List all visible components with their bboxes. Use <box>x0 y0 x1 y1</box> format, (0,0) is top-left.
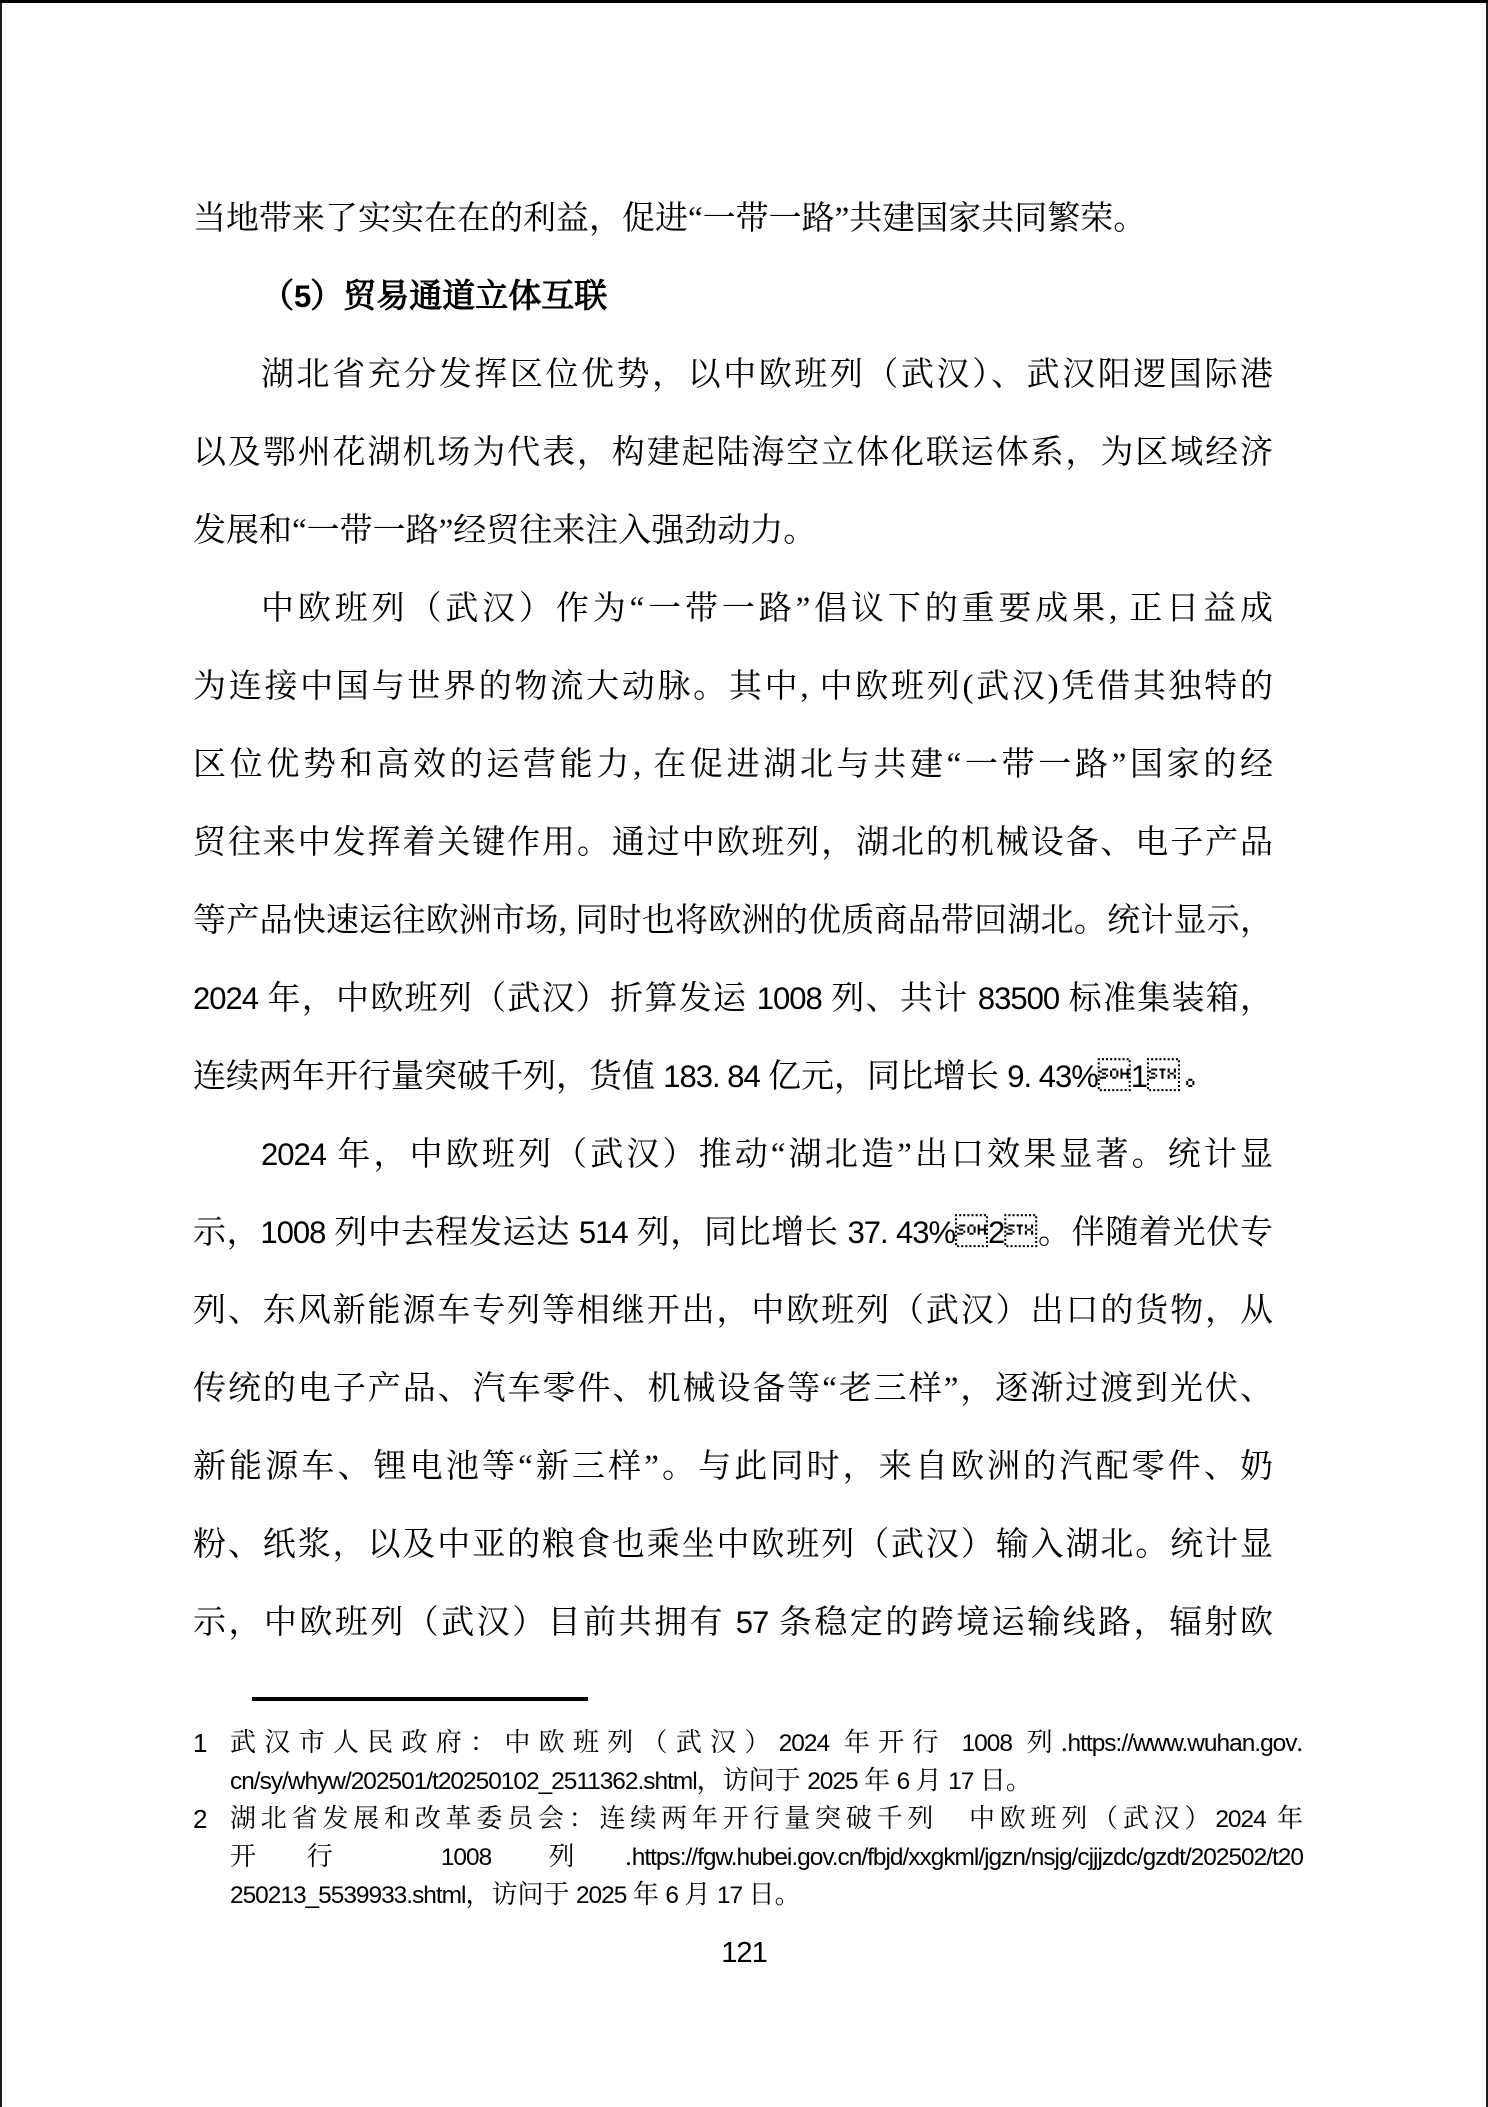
text-line: 中欧班列（武汉）作为“一带一路”倡议下的重要成果, 正日益成 <box>261 591 1273 627</box>
text-line: 传统的电子产品、汽车零件、机械设备等“老三样”，逐渐过渡到光伏、 <box>193 1371 1273 1407</box>
page-number-text: 121 <box>721 1937 767 1969</box>
page-number <box>0 1934 1488 1971</box>
footnote-line: 武汉市人民政府：中欧班列（武汉）2024 年开行 1008 列.https://www.wuhan.gov. <box>230 1728 1303 1757</box>
footnote-line: 湖北省发展和改革委员会：连续两年开行量突破千列 中欧班列（武汉）2024 年 <box>230 1804 1303 1833</box>
paragraph <box>193 570 1273 1116</box>
text-line: 2024 年，中欧班列（武汉）推动“湖北造”出口效果显著。统计显 <box>261 1137 1273 1173</box>
text-line: 列、东风新能源车专列等相继开出，中欧班列（武汉）出口的货物，从 <box>193 1293 1273 1329</box>
text-line: 区位优势和高效的运营能力, 在促进湖北与共建“一带一路”国家的经 <box>193 747 1273 783</box>
text-line: 为连接中国与世界的物流大动脉。其中, 中欧班列(武汉)凭借其独特的 <box>193 669 1273 705</box>
body-text-block <box>193 180 1273 1662</box>
text-line: 2024 年，中欧班列（武汉）折算发运 1008 列、共计 83500 标准集装箱， <box>193 981 1273 1017</box>
text-line: 粉、纸浆，以及中亚的粮食也乘坐中欧班列（武汉）输入湖北。统计显 <box>193 1527 1273 1563</box>
footnote-line: 250213_5539933.shtml，访问于 2025 年 6 月 17 日。 <box>230 1880 801 1909</box>
text-line: 发展和“一带一路”经贸往来注入强劲动力。 <box>193 513 817 549</box>
footnote-number: 1 <box>193 1728 207 1758</box>
text-line: （5）贸易通道立体互联 <box>261 279 608 315</box>
text-line: 当地带来了实实在在的利益，促进“一带一路”共建国家共同繁荣。 <box>193 201 1147 237</box>
text-line: 贸往来中发挥着关键作用。通过中欧班列，湖北的机械设备、电子产品 <box>193 825 1273 861</box>
paragraph <box>193 336 1273 570</box>
footnote <box>193 1800 1303 1914</box>
text-line: 示，1008 列中去程发运达 514 列，同比增长 37. 43%2。伴随着光伏专 <box>193 1215 1273 1251</box>
section-heading <box>193 258 1273 336</box>
text-line: 示，中欧班列（武汉）目前共拥有 57 条稳定的跨境运输线路，辐射欧 <box>193 1605 1273 1641</box>
footnote-line: 开行 1008 列.https://fgw.hubei.gov.cn/fbjd/xxgkml/jgzn/nsjg/cjjjzdc/gzdt/202502/t20 <box>230 1842 1303 1871</box>
text-line: 新能源车、锂电池等“新三样”。与此同时，来自欧洲的汽配零件、奶 <box>193 1449 1273 1485</box>
text-line: 湖北省充分发挥区位优势，以中欧班列（武汉）、武汉阳逻国际港 <box>261 357 1273 393</box>
paragraph <box>193 180 1273 258</box>
text-line: 连续两年开行量突破千列，货值 183. 84 亿元，同比增长 9. 43%1。 <box>193 1059 1214 1095</box>
paragraph <box>193 1116 1273 1662</box>
text-line: 以及鄂州花湖机场为代表，构建起陆海空立体化联运体系，为区域经济 <box>193 435 1273 471</box>
text-line: 等产品快速运往欧洲市场, 同时也将欧洲的优质商品带回湖北。统计显示， <box>193 903 1273 939</box>
footnotes-block <box>193 1724 1303 1914</box>
footnote-separator-line <box>252 1697 588 1701</box>
footnote-number: 2 <box>193 1804 207 1834</box>
footnote <box>193 1724 1303 1800</box>
footnote-line: cn/sy/whyw/202501/t20250102_2511362.shtml，访问于 2025 年 6 月 17 日。 <box>230 1766 1032 1795</box>
